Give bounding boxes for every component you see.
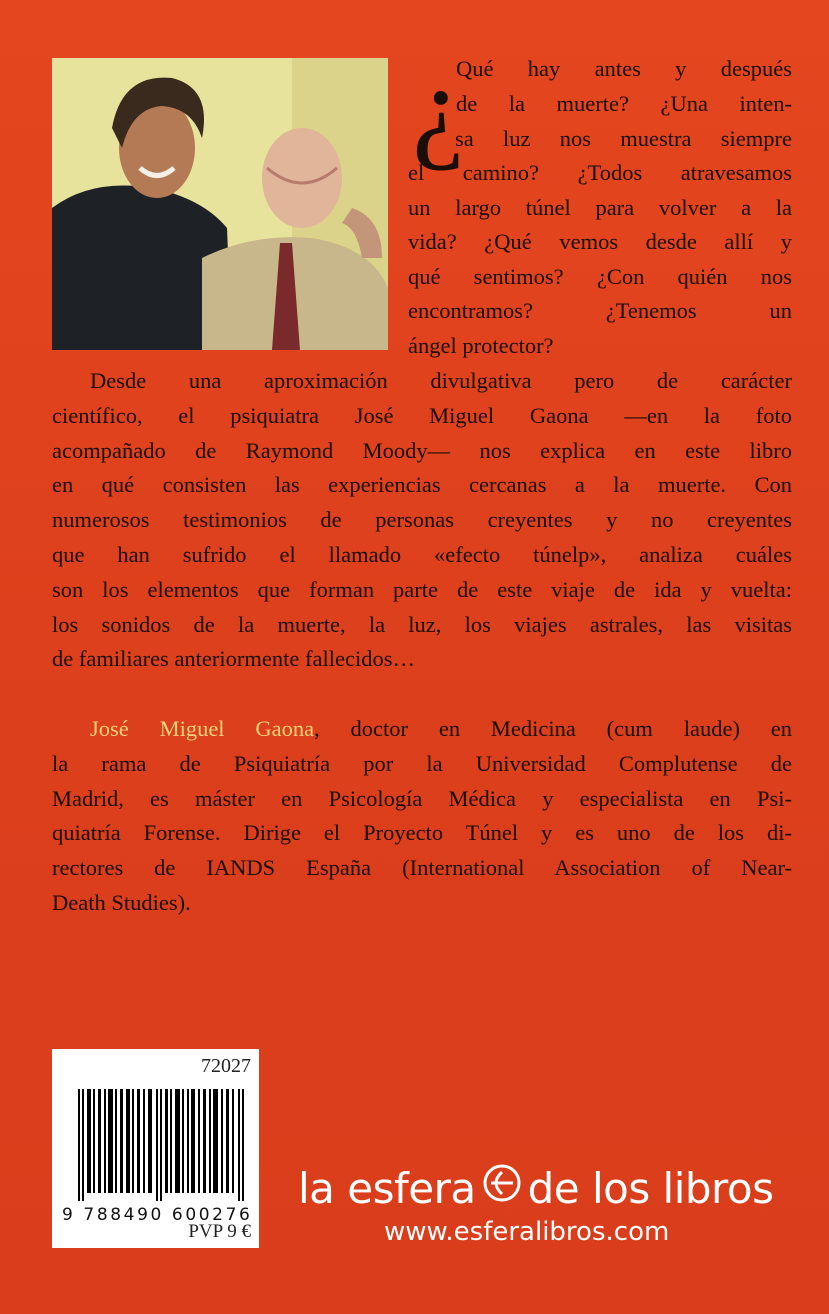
author-bio-line: quiatría Forense. Dirige el Proyecto Túnel y es uno de los di- (52, 820, 792, 846)
intro-line: encontramos? ¿Tenemos un (408, 298, 792, 323)
author-bio-line: Death Studies). (52, 889, 191, 915)
barcode-panel (52, 1049, 259, 1248)
publisher-name-right: de los libros (527, 1163, 774, 1213)
description-line: numerosos testimonios de personas creyentes y no creyentes (52, 507, 792, 533)
author-photo-image (52, 58, 388, 350)
intro-line: vida? ¿Qué vemos desde allí y (408, 229, 792, 254)
author-bio-first-line (52, 712, 792, 747)
intro-line: el camino? ¿Todos atravesamos (408, 160, 792, 185)
publisher-name-left: la esfera (298, 1163, 476, 1213)
description-line: de familiares anteriormente fallecidos… (52, 646, 415, 672)
intro-line: Qué hay antes y después (456, 56, 792, 81)
intro-line: un largo túnel para volver a la (408, 194, 792, 220)
drop-cap: ¿ (412, 41, 465, 172)
description-line: son los elementos que forman parte de este viaje de ida y vuelta: (52, 576, 792, 602)
author-bio-line: la rama de Psiquiatría por la Universidad Complutense de (52, 750, 792, 776)
intro-line: sa luz nos muestra siempre (455, 126, 792, 151)
intro-narrow-block (456, 52, 792, 121)
intro-wide-block (455, 122, 792, 157)
publisher-website: www.esferalibros.com (384, 1217, 670, 1247)
author-photo (52, 58, 388, 350)
description-line: científico, el psiquiatra José Miguel Gaona —en la foto (52, 402, 792, 428)
sphere-logo-icon (482, 1163, 522, 1213)
author-name: José Miguel Gaona (90, 716, 315, 741)
description-paragraph (52, 364, 792, 677)
author-bio-line: rectores de IANDS España (International Association of Near- (52, 855, 792, 881)
description-line: que han sufrido el llamado «efecto túnelp», analiza cuáles (52, 541, 792, 567)
intro-line: qué sentimos? ¿Con quién nos (408, 263, 792, 289)
intro-wide-block (408, 156, 792, 363)
author-bio-line: Madrid, es máster en Psicología Médica y especialista en Psi- (52, 785, 792, 811)
publisher-logo (298, 1163, 773, 1213)
description-line: en qué consisten las experiencias cercanas a la muerte. Con (52, 472, 792, 498)
barcode-icon (78, 1089, 246, 1201)
description-line: los sonidos de la muerte, la luz, los viajes astrales, las visitas (52, 611, 792, 637)
description-line: Desde una aproximación divulgativa pero de carácter (90, 368, 792, 393)
price-label: PVP 9 € (188, 1221, 251, 1242)
intro-line: de la muerte? ¿Una inten- (456, 90, 792, 116)
intro-line: ángel protector? (408, 332, 554, 358)
author-bio-first-line-rest: , doctor en Medicina (cum laude) en (314, 716, 793, 741)
product-code: 72027 (201, 1055, 251, 1077)
author-bio-paragraph (52, 712, 792, 921)
isbn-number: 9 788490 600276 (62, 1205, 253, 1225)
description-line: acompañado de Raymond Moody— nos explica en este libro (52, 437, 792, 463)
